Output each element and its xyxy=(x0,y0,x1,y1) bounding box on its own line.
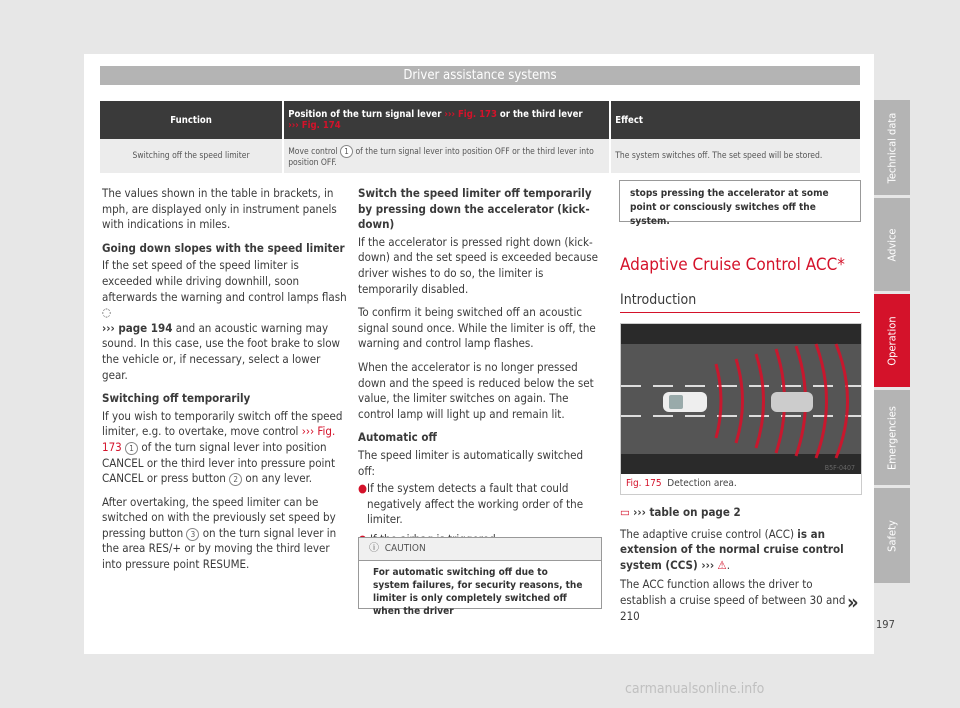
cell-position-text: Move control xyxy=(288,146,341,157)
table-row xyxy=(100,139,860,173)
function-table xyxy=(100,101,860,173)
callout-2: 2 xyxy=(229,473,242,486)
para-after-overtaking: After overtaking, the speed limiter can be switched on with the previously set speed by pressing button 3 on the turn signal lever in the area RES/+ or by moving the third lever into pressure point RESUME. xyxy=(102,494,337,572)
para-slopes: If the set speed of the speed limiter is exceeded while driving downhill, soon afterwards the warning and control lamps flash ◌ ››› page 194 and an acoustic warning may sound. In this case, use the foot brake to slow the vehicle or, if necessary, select a lower gear. xyxy=(102,258,347,382)
tab-safety[interactable]: Safety xyxy=(874,488,910,583)
cell-position-text-2: of the turn signal lever into position OFF or the third lever into position OFF. xyxy=(288,146,594,168)
para-acc-intro: The adaptive cruise control (ACC) is an extension of the normal cruise control system (CCS) ››› ⚠. xyxy=(620,526,844,572)
heading-auto-off: Automatic off xyxy=(358,430,437,445)
radar-illustration xyxy=(621,324,861,474)
column-1 xyxy=(102,186,347,581)
figure-caption: Fig. 175 Detection area. xyxy=(626,478,737,489)
column-2 xyxy=(358,186,600,551)
fig174-link[interactable]: ››› Fig. 174 xyxy=(288,120,341,131)
figure-code: B5F-0407 xyxy=(824,464,855,472)
cell-position xyxy=(282,139,609,173)
callout-3: 3 xyxy=(186,528,199,541)
heading-switch-off: Switching off temporarily xyxy=(102,391,251,406)
figure-detection-area xyxy=(620,323,862,495)
section-subtitle: Introduction xyxy=(620,292,697,308)
bullet-icon: ● xyxy=(358,481,368,496)
para-release: When the accelerator is no longer pressed down and the speed is reduced below the set value, the limiter switches on again. The control lamp will light up and remain lit. xyxy=(358,359,594,421)
para-switch-off: If you wish to temporarily switch off the speed limiter, e.g. to overtake, move control ››› Fig. 173 1 of the turn signal lever into position CANCEL or the third lever into pressure point CANCEL or press button 2 on any lever. xyxy=(102,408,343,486)
caution-body: For automatic switching off due to system failures, for security reasons, the limiter is only completely switched off when the driver xyxy=(373,567,583,617)
page-number: 197 xyxy=(876,618,895,631)
watermark: carmanualsonline.info xyxy=(625,681,765,697)
tab-advice[interactable]: Advice xyxy=(874,198,910,291)
para-values: The values shown in the table in brackets, in mph, are displayed only in instrument panels with indications in miles. xyxy=(102,186,337,232)
caution-continued-text: stops pressing the accelerator at some point or consciously switches off the system. xyxy=(630,188,829,227)
para-kickdown: If the accelerator is pressed right down (kick-down) and the set speed is exceeded because driver wishes to do so, the limiter is temporarily disabled. xyxy=(358,234,599,296)
section-title: Adaptive Cruise Control ACC* xyxy=(620,255,845,275)
column-3-text xyxy=(620,505,860,624)
callout-1: 1 xyxy=(340,145,353,158)
tab-operation[interactable]: Operation xyxy=(874,294,910,387)
caution-icon: ⓘ xyxy=(369,543,379,554)
para-confirm: To confirm it being switched off an acoustic signal sound once. While the limiter is off, the warning and control lamp flashes. xyxy=(358,305,596,351)
table-header-row xyxy=(100,101,860,139)
tab-icon: ▭ xyxy=(620,505,630,519)
caution-box xyxy=(358,537,602,617)
lamp-icon: ◌ xyxy=(102,305,112,320)
continue-mark: » xyxy=(847,590,859,614)
warning-icon: ⚠ xyxy=(717,557,727,572)
th-position xyxy=(282,101,609,139)
table-ref xyxy=(620,505,860,521)
page-header: Driver assistance systems xyxy=(100,66,860,85)
th-position-text: Position of the turn signal lever xyxy=(288,109,445,120)
list-item: ● If the system detects a fault that could negatively affect the working order of the limiter. xyxy=(358,481,584,527)
tab-technical-data[interactable]: Technical data xyxy=(874,100,910,195)
section-divider xyxy=(620,312,860,313)
th-function: Function xyxy=(170,114,212,126)
fig173-link-2[interactable]: ››› Fig. 173 xyxy=(102,424,336,454)
para-auto-off: The speed limiter is automatically switched off: xyxy=(358,447,584,478)
heading-slopes: Going down slopes with the speed limiter xyxy=(102,240,345,255)
caution-continued-box xyxy=(619,180,861,227)
caution-header: ⓘ CAUTION xyxy=(359,538,601,561)
para-acc-function: The ACC function allows the driver to establish a cruise speed of between 30 and 210 xyxy=(620,577,846,623)
cell-effect: The system switches off. The set speed will be stored. xyxy=(609,139,860,173)
th-effect: Effect xyxy=(609,101,860,139)
callout-1: 1 xyxy=(125,442,138,455)
fig173-link[interactable]: ››› Fig. 173 xyxy=(444,109,497,120)
th-position-text-2: or the third lever xyxy=(496,109,583,120)
tab-emergencies[interactable]: Emergencies xyxy=(874,390,910,485)
cell-function: Switching off the speed limiter xyxy=(132,151,250,161)
table-page2-link[interactable]: ››› table on page 2 xyxy=(633,505,741,519)
page194-link[interactable]: ››› page 194 xyxy=(102,320,173,335)
heading-kickdown: Switch the speed limiter off temporarily by pressing down the accelerator (kick-down) xyxy=(358,186,592,232)
